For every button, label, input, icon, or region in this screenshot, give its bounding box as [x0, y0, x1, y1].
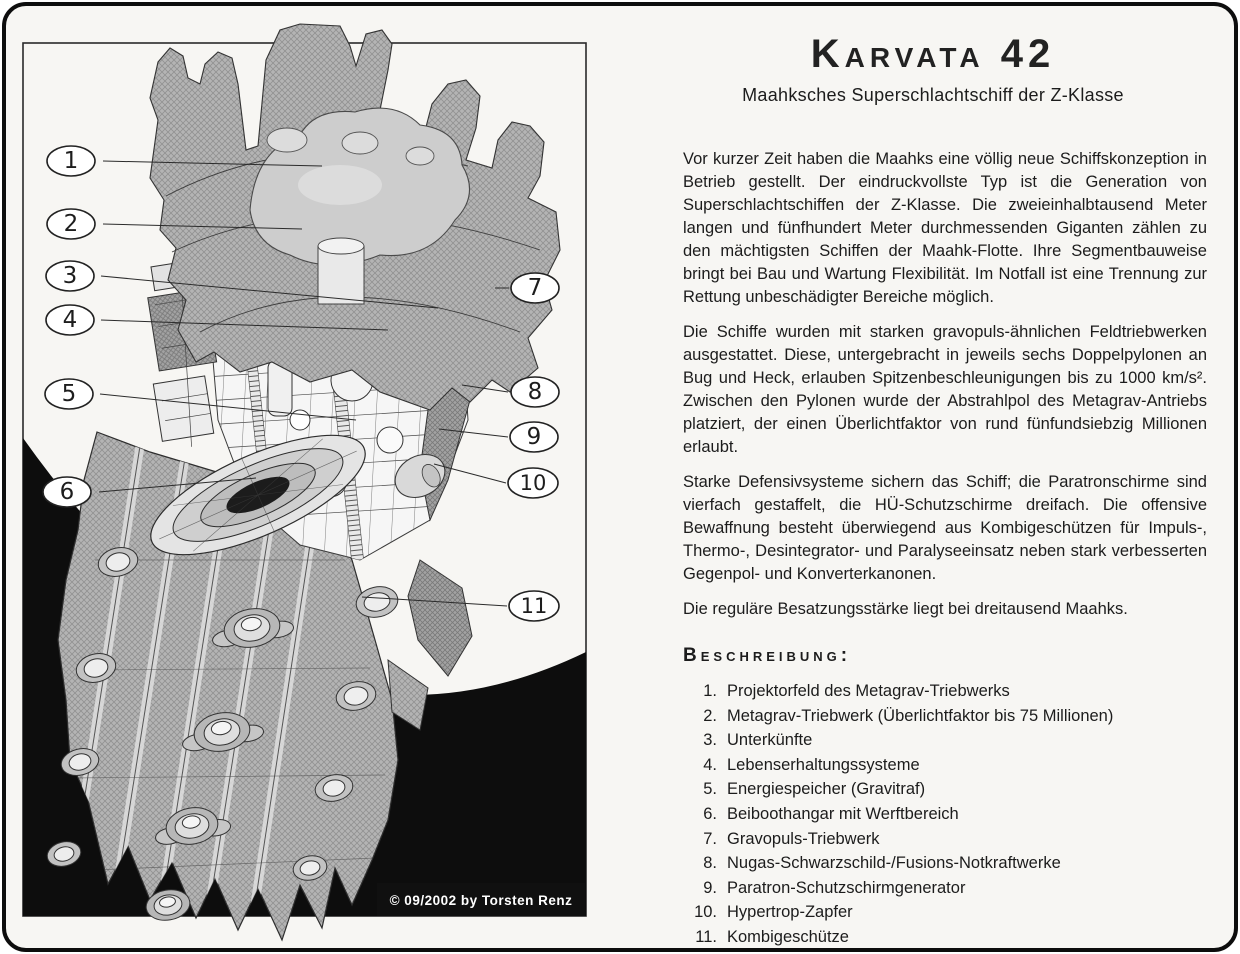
svg-text:11: 11 [520, 594, 548, 618]
description-item-8: 8. Nugas-Schwarzschild-/Fusions-Notkraftwerke [703, 854, 1061, 873]
paragraph-4: Die reguläre Besatzungsstärke liegt bei dreitausend Maahks. [683, 600, 1128, 618]
description-item-4: 4. Lebenserhaltungssysteme [703, 755, 920, 774]
description-item-7: 7. Gravopuls-Triebwerk [703, 829, 880, 848]
callout-1 [47, 146, 95, 176]
callout-11 [509, 591, 559, 621]
body-text [653, 148, 1213, 621]
svg-text:1: 1 [63, 148, 79, 174]
text-column [653, 0, 1213, 950]
svg-text:5: 5 [61, 381, 77, 407]
svg-text:4: 4 [62, 307, 78, 333]
description-item-11: 11. Kombigeschütze [695, 927, 849, 946]
paragraph-1: Vor kurzer Zeit haben die Maahks eine völlig neue Schiffskonzeption in Betrieb gestellt. Der eindruckvollste Typ ist die Generation von Superschlachtschiffen der Z-Klasse. Die zweieinhalbtausend Meter langen und fünfhundert Meter durchmessenden Giganten zählen zu den mächtigsten Schiffen der Maahk-Flotte. Ihre Segmentbauweise bringt bei Bau und Wartung Flexibilität. Im Notfall ist eine Trennung zur Rettung unbeschädigter Bereiche möglich. [683, 150, 1207, 306]
svg-text:3: 3 [62, 263, 78, 289]
description-item-2: 2. Metagrav-Triebwerk (Überlichtfaktor bis 75 Millionen) [703, 706, 1114, 725]
svg-text:6: 6 [59, 479, 75, 505]
callout-3 [46, 261, 94, 291]
callout-5 [45, 379, 93, 409]
paragraph-2: Die Schiffe wurden mit starken gravopuls-ähnlichen Feldtriebwerken ausgestattet. Diese, untergebracht in jeweils sechs Doppelpylonen an Bug und Heck, erlauben Spitzenbeschleunigungen bis zu 1000 km/s². Zwischen den Pylonen wurde der Abstrahlpol des Metagrav-Antriebs platziert, der einen Überlichtfaktor von rund fünfundsiebzig Millionen erlaubt. [683, 323, 1207, 456]
callout-9 [510, 422, 558, 452]
svg-text:7: 7 [527, 275, 543, 301]
callout-6 [43, 477, 91, 507]
callout-2 [47, 209, 95, 239]
svg-text:8: 8 [527, 379, 543, 405]
page-title: Karvata 42 [810, 32, 1056, 76]
description-item-6: 6. Beiboothangar mit Werftbereich [703, 804, 959, 823]
callout-8 [511, 377, 559, 407]
svg-text:2: 2 [63, 211, 79, 237]
description-item-1: 1. Projektorfeld des Metagrav-Triebwerks [703, 682, 1010, 700]
description-list [653, 679, 1213, 950]
callout-7 [511, 273, 559, 303]
svg-text:9: 9 [526, 424, 542, 450]
description-heading: Beschreibung: [683, 645, 852, 666]
page-subtitle: Maahksches Superschlachtschiff der Z-Klasse [742, 85, 1124, 105]
description-item-3: 3. Unterkünfte [703, 731, 813, 750]
description-item-5: 5. Energiespeicher (Gravitraf) [703, 780, 926, 799]
callout-4 [46, 305, 94, 335]
copyright-badge [377, 883, 585, 916]
callout-10 [508, 468, 558, 498]
svg-text:10: 10 [519, 471, 547, 495]
paragraph-3: Starke Defensivsysteme sichern das Schiff; die Paratronschirme sind vierfach gestaffelt, die HÜ-Schutzschirme dreifach. Die offensive Bewaffnung besteht überwiegend aus Kombigeschützen für Impuls-, Thermo-, Desintegrator- und Paralyseeinsatz neben stark verbesserten Gegenpol- und Konverterkanonen. [683, 473, 1207, 583]
description-item-10: 10. Hypertrop-Zapfer [694, 903, 853, 922]
description-item-9: 9. Paratron-Schutzschirmgenerator [703, 878, 966, 897]
svg-text:© 09/2002 by Torsten Renz: © 09/2002 by Torsten Renz [389, 893, 573, 908]
